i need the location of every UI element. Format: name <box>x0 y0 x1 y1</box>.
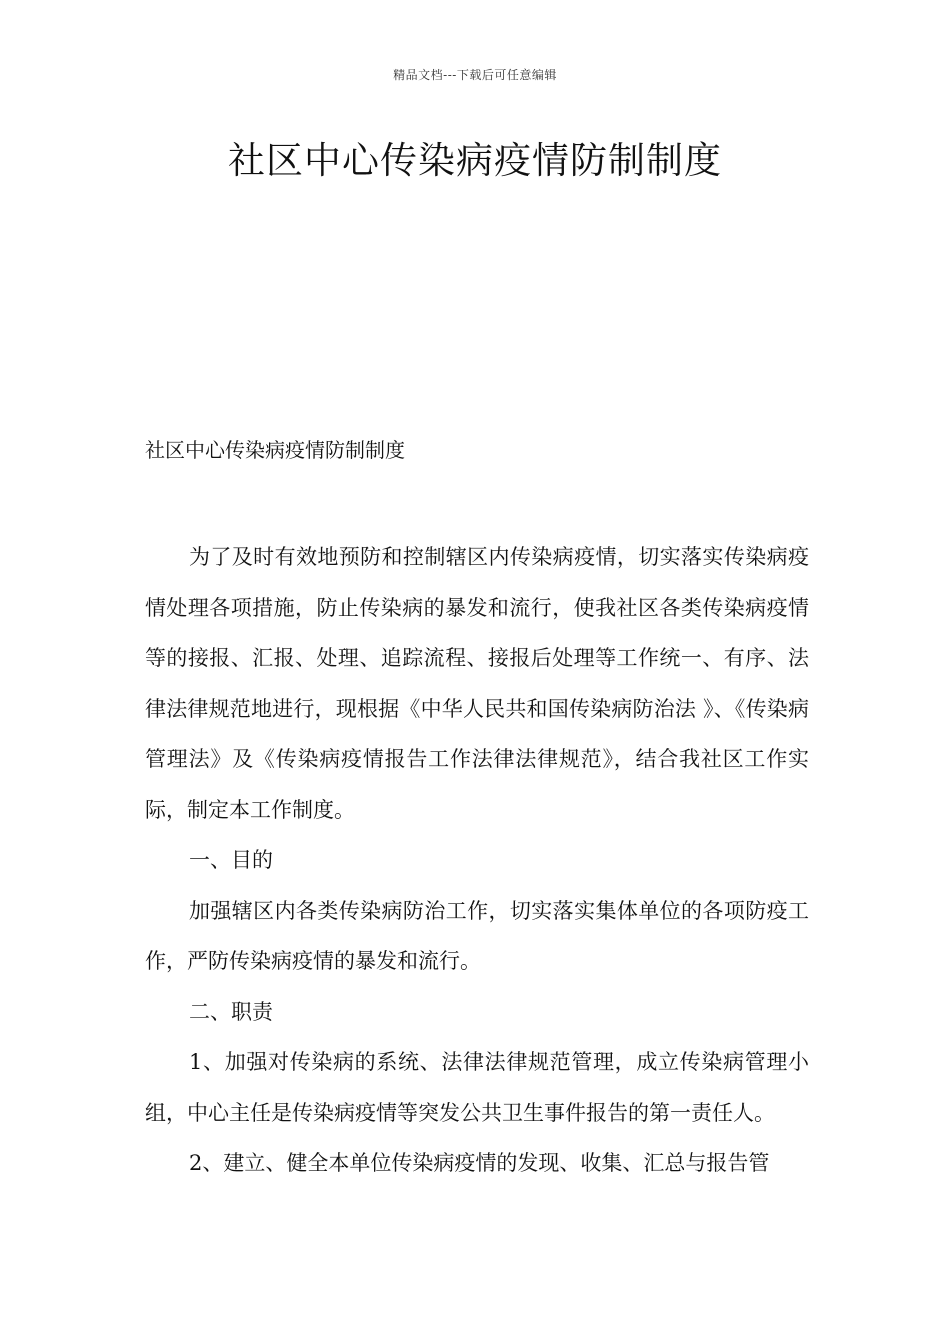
section-heading-duties: 二、职责 <box>189 999 273 1024</box>
header-note: 精品文档---下载后可任意编辑 <box>393 68 557 82</box>
document-body <box>145 532 809 1189</box>
duty-item-1: 1、加强对传染病的系统、法律法律规范管理，成立传染病管理小组，中心主任是传染病疫情等突发公共卫生事件报告的第一责任人。 <box>145 1050 809 1125</box>
document-title: 社区中心传染病疫情防制制度 <box>228 139 722 182</box>
section-heading-purpose: 一、目的 <box>189 848 273 872</box>
purpose-paragraph: 加强辖区内各类传染病防治工作，切实落实集体单位的各项防疫工作，严防传染病疫情的暴发和流行。 <box>145 898 809 973</box>
duty-item-2: 2、建立、健全本单位传染病疫情的发现、收集、汇总与报告管 <box>189 1151 770 1175</box>
document-subtitle: 社区中心传染病疫情防制制度 <box>145 438 405 462</box>
intro-paragraph: 为了及时有效地预防和控制辖区内传染病疫情，切实落实传染病疫情处理各项措施，防止传染病的暴发和流行，使我社区各类传染病疫情等的接报、汇报、处理、追踪流程、接报后处理等工作统一、有序、法律法律规范地进行，现根据《中华人民共和国传染病防治法 》、《传染病管理法》及《传染病疫情报告工作法律法律规范》，结合我社区工作实际，制定本工作制度。 <box>145 545 809 822</box>
